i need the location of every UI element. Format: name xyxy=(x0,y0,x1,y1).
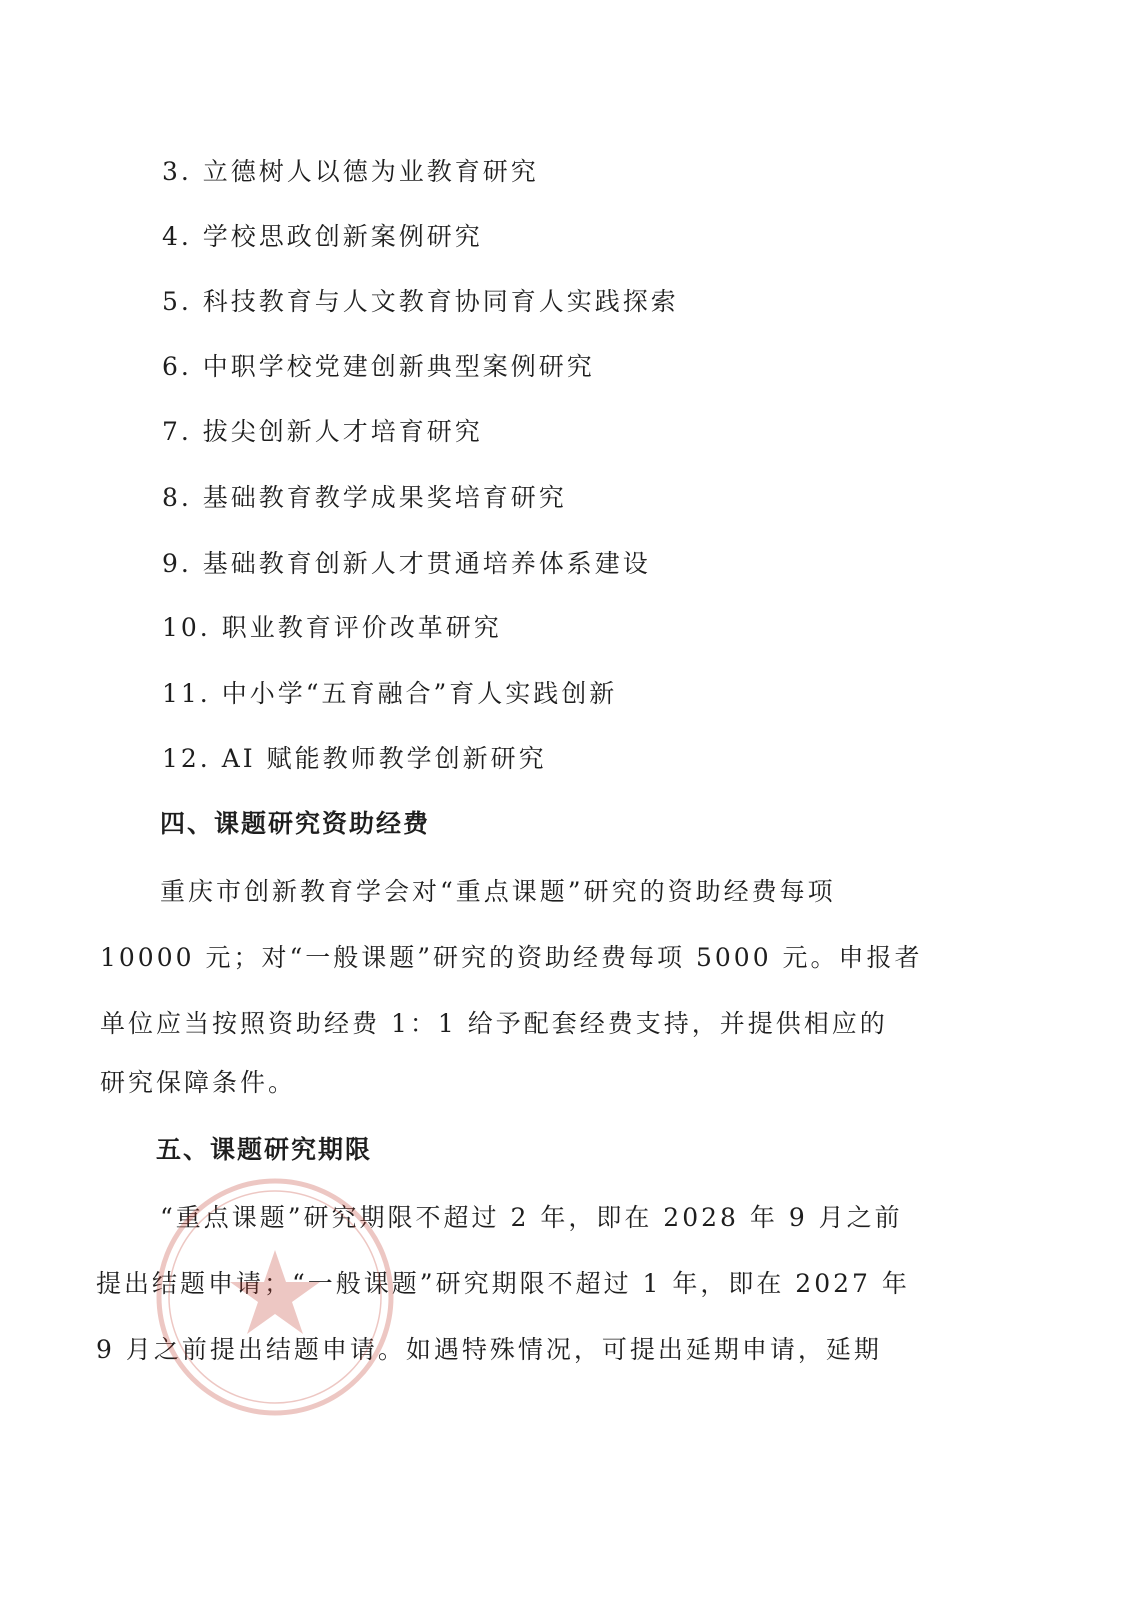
official-seal-stamp xyxy=(150,1172,400,1422)
section-5-line-2: 提出结题申请；“一般课题”研究期限不超过 1 年，即在 2027 年 xyxy=(96,1269,910,1298)
topic-item-4: 4. 学校思政创新案例研究 xyxy=(162,222,483,251)
topic-item-9: 9. 基础教育创新人才贯通培养体系建设 xyxy=(162,549,651,578)
topic-item-11: 11. 中小学“五育融合”育人实践创新 xyxy=(162,679,618,708)
topic-item-6: 6. 中职学校党建创新典型案例研究 xyxy=(162,352,595,381)
topic-item-10: 10. 职业教育评价改革研究 xyxy=(162,613,502,642)
section-4-line-2: 10000 元；对“一般课题”研究的资助经费每项 5000 元。申报者 xyxy=(100,943,923,972)
section-5-line-1: “重点课题”研究期限不超过 2 年，即在 2028 年 9 月之前 xyxy=(160,1203,903,1232)
topic-item-5: 5. 科技教育与人文教育协同育人实践探索 xyxy=(162,287,679,316)
section-4-line-4: 研究保障条件。 xyxy=(100,1068,297,1097)
section-4-line-1: 重庆市创新教育学会对“重点课题”研究的资助经费每项 xyxy=(160,877,836,906)
topic-item-8: 8. 基础教育教学成果奖培育研究 xyxy=(162,483,567,512)
section-5-line-3: 9 月之前提出结题申请。如遇特殊情况，可提出延期申请，延期 xyxy=(96,1335,882,1364)
topic-item-3: 3. 立德树人以德为业教育研究 xyxy=(162,157,539,186)
seal-star-icon xyxy=(230,1250,320,1334)
section-4-heading: 四、课题研究资助经费 xyxy=(160,809,431,838)
section-4-line-3: 单位应当按照资助经费 1：1 给予配套经费支持，并提供相应的 xyxy=(100,1009,888,1038)
topic-item-7: 7. 拔尖创新人才培育研究 xyxy=(162,417,483,446)
topic-item-12: 12. AI 赋能教师教学创新研究 xyxy=(162,744,547,773)
section-5-heading: 五、课题研究期限 xyxy=(156,1135,373,1164)
